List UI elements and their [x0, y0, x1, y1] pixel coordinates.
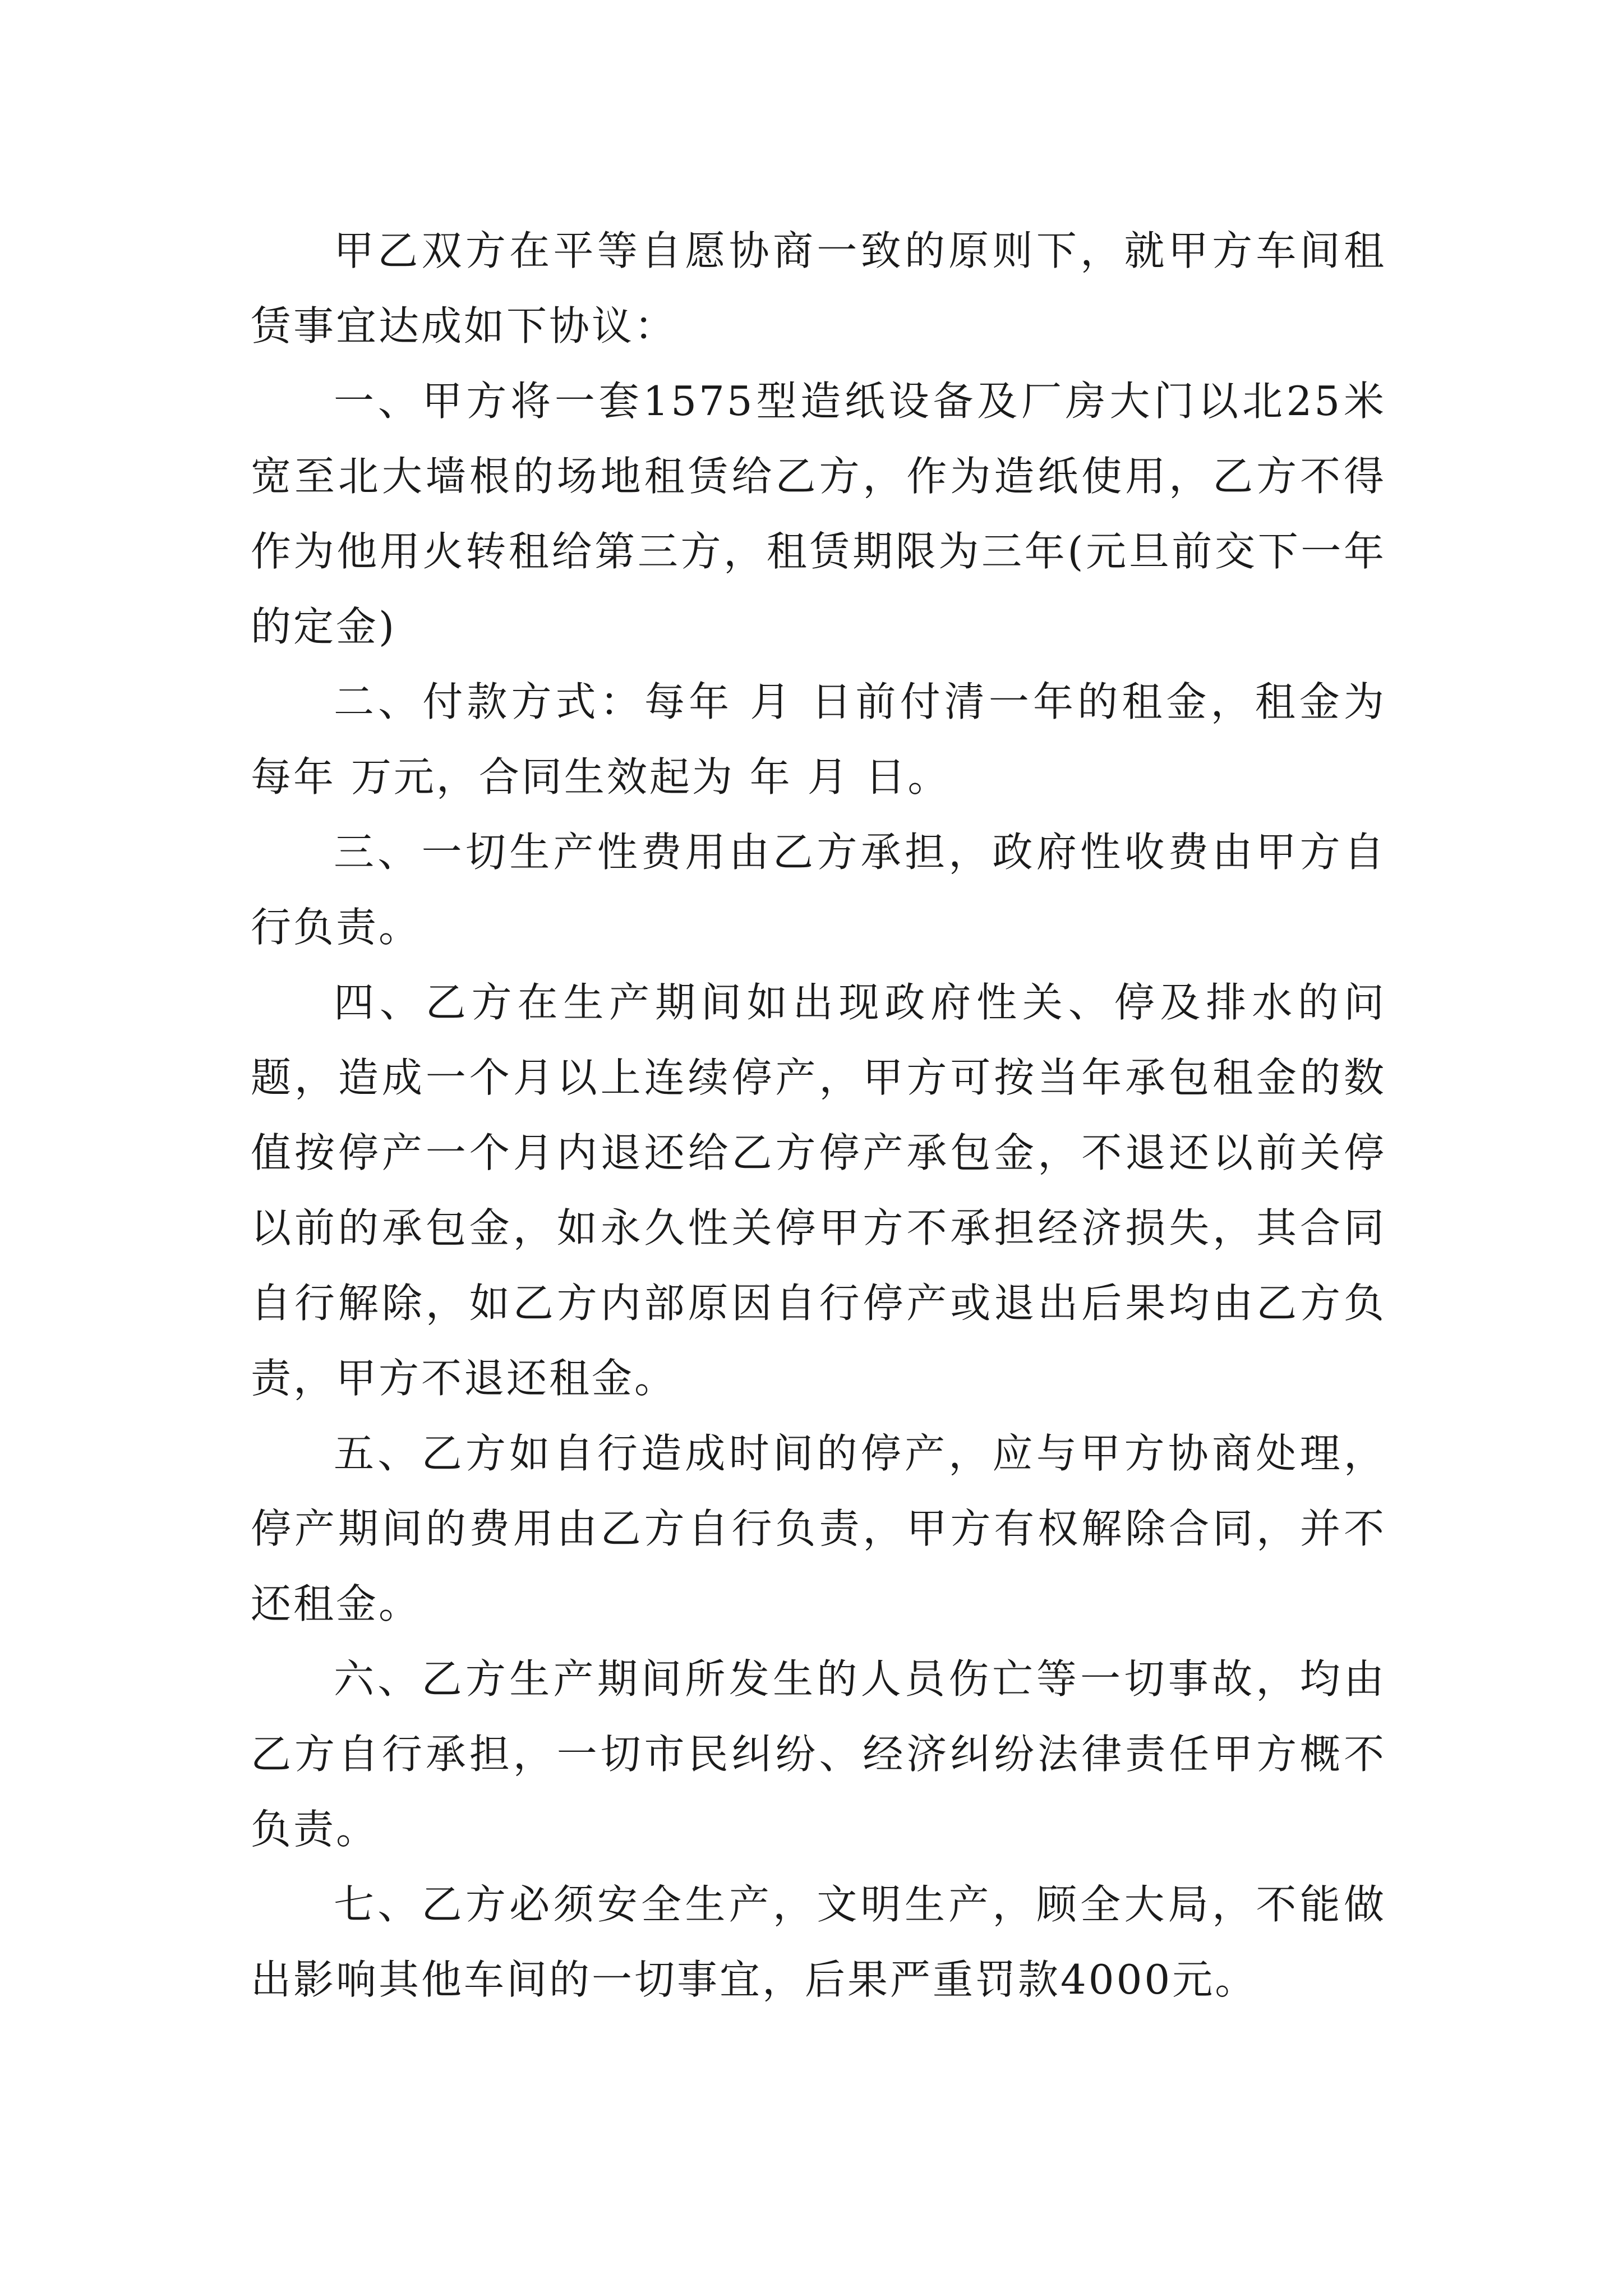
- paragraph-clause-6: 六、乙方生产期间所发生的人员伤亡等一切事故，均由乙方自行承担，一切市民纠纷、经济纠纷法律责任甲方概不负责。: [251, 1655, 1386, 1853]
- paragraph-clause-7: 七、乙方必须安全生产，文明生产，顾全大局，不能做出影响其他车间的一切事宜，后果严重罚款4000元。: [251, 1881, 1386, 2003]
- paragraph-clause-1: 一、甲方将一套1575型造纸设备及厂房大门以北25米宽至北大墙根的场地租赁给乙方，作为造纸使用，乙方不得作为他用火转租给第三方，租赁期限为三年(元旦前交下一年的定金): [251, 378, 1386, 650]
- paragraph-clause-2: 二、付款方式：每年 月 日前付清一年的租金，租金为每年 万元，合同生效起为 年 月 日。: [251, 678, 1386, 800]
- document-body: [251, 213, 1386, 2017]
- paragraph-clause-5: 五、乙方如自行造成时间的停产，应与甲方协商处理，停产期间的费用由乙方自行负责，甲方有权解除合同，并不还租金。: [251, 1430, 1386, 1627]
- paragraph-intro: 甲乙双方在平等自愿协商一致的原则下，就甲方车间租赁事宜达成如下协议：: [251, 227, 1386, 349]
- paragraph-clause-3: 三、一切生产性费用由乙方承担，政府性收费由甲方自行负责。: [251, 829, 1386, 951]
- paragraph-clause-4: 四、乙方在生产期间如出现政府性关、停及排水的问题，造成一个月以上连续停产，甲方可按当年承包租金的数值按停产一个月内退还给乙方停产承包金，不退还以前关停以前的承包金，如永久性关停甲方不承担经济损失，其合同自行解除，如乙方内部原因自行停产或退出后果均由乙方负责，甲方不退还租金。: [251, 979, 1386, 1402]
